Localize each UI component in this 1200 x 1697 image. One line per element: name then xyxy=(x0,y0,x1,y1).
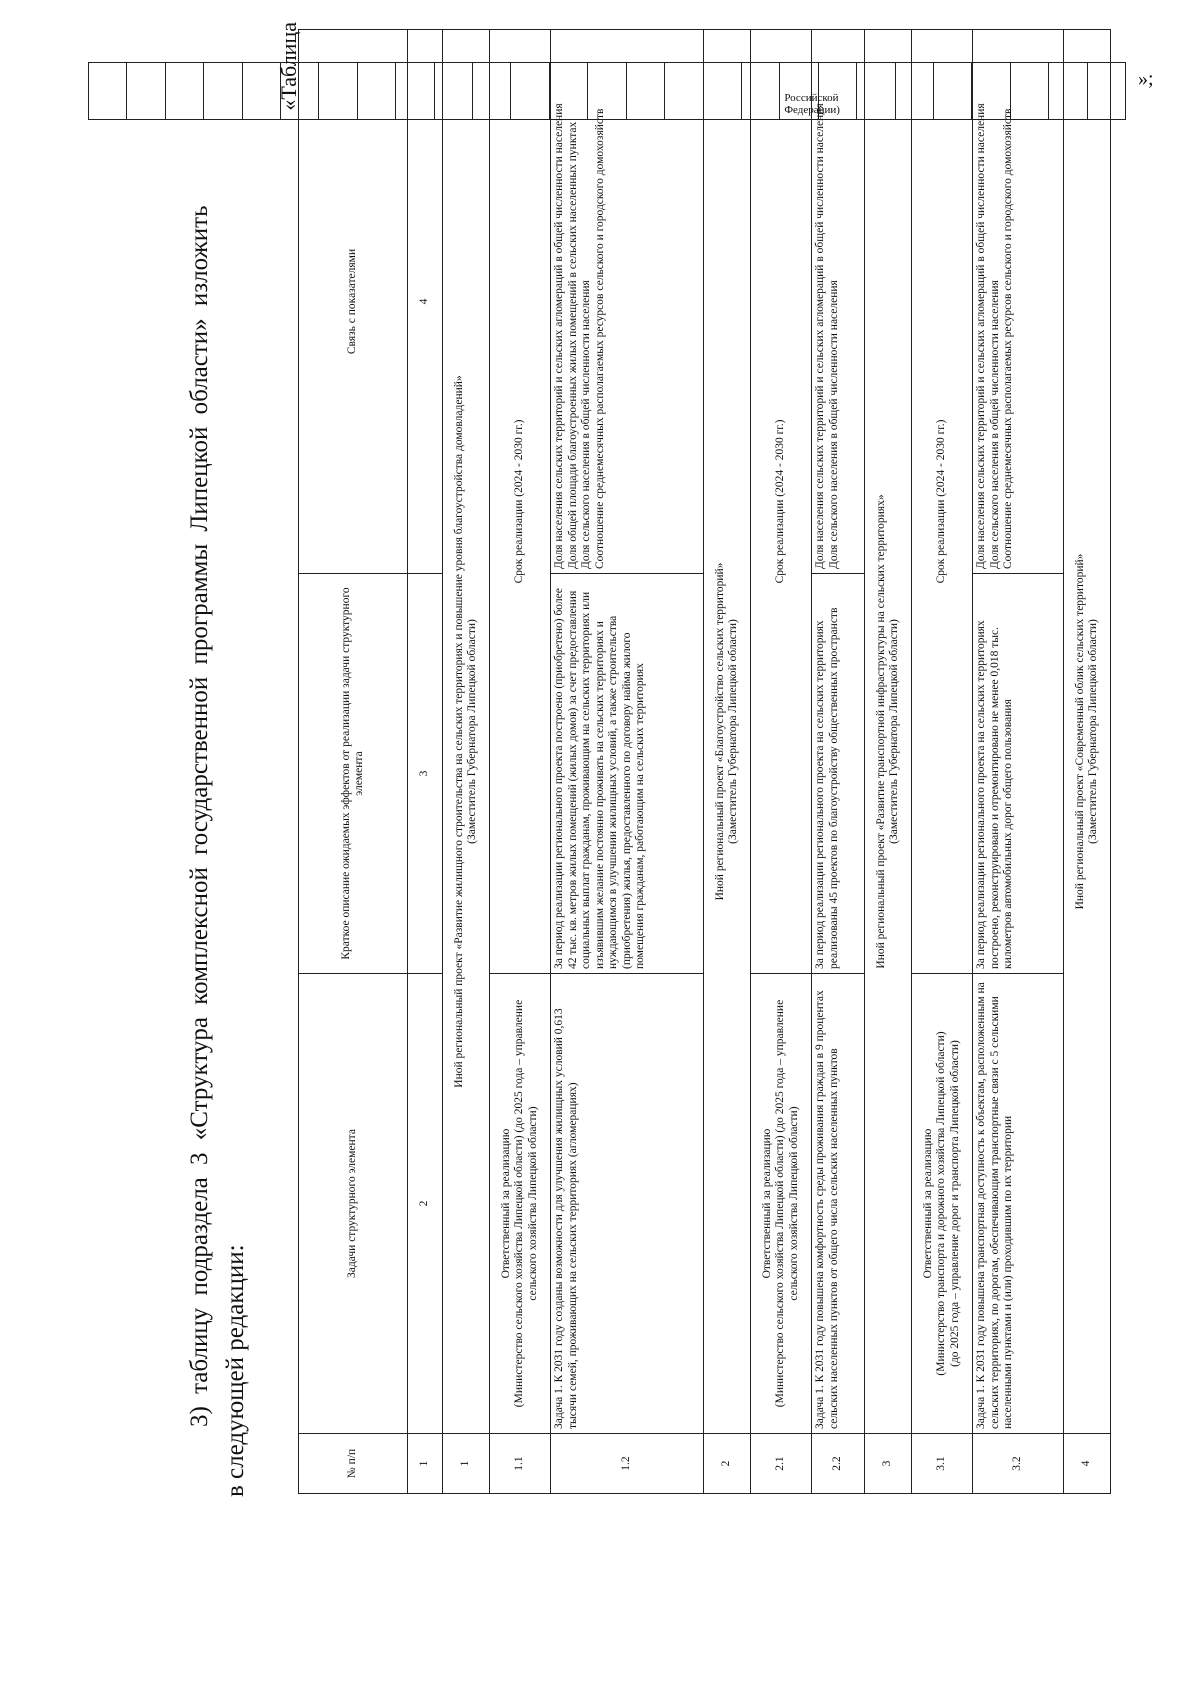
project-title: Иной региональный проект «Развитие жилищного строительства на сельских территориях и повышение уровня благоустройства домовладений» (Заместитель Губернатора Липецкой области) xyxy=(443,30,490,1434)
responsible-text: Ответственный за реализацию (Министерство сельского хозяйства Липецкой области) (до 2025 года – управление сельского хозяйства Липецкой области) xyxy=(490,974,551,1434)
task-row xyxy=(973,30,1064,1494)
index-cell: 4 xyxy=(408,30,443,574)
project-title: Иной региональный проект «Благоустройство сельских территорий» (Заместитель Губернатора Липецкой области) xyxy=(704,30,751,1434)
effect-text: За период реализации регионального проекта на сельских территориях построено, реконструировано и отремонтировано не менее 0,018 тыс. километров автомобильных дорог общего пользования xyxy=(973,574,1064,974)
row-number: 2.2 xyxy=(812,1434,865,1494)
task-row xyxy=(551,30,704,1494)
project-title: Иной региональный проект «Развитие транспортной инфраструктуры на сельских территориях» (Заместитель Губернатора Липецкой области) xyxy=(865,30,912,1434)
header-cell: Краткое описание ожидаемых эффектов от реализации задачи структурного элемента xyxy=(299,574,408,974)
header-cell: Связь с показателями xyxy=(299,30,408,574)
row-number: 2 xyxy=(704,1434,751,1494)
indicators-text: Доля населения сельских территорий и сельских агломераций в общей численности населения Доля общей площади благоустроенных жилых помещений в сельских населенных пунктах Доля сельского населения в общей численности населения Соотношение среднемесячных располагаемых ресурсов сельского и городского домохозяйств xyxy=(551,30,704,574)
intro-line-1: 3) таблицу подраздела 3 «Структура комплексной государственной программы Липецкой области» изложить xyxy=(186,205,213,1427)
effect-text: За период реализации регионального проекта построено (приобретено) более 42 тыс. кв. метров жилых помещений (жилых домов) за счет предоставления социальных выплат гражданам, проживающим на сельских территориях или изъявившим желание постоянно проживать на сельских территориях и нуждающимся в улучшении жилищных условий, а также строительства (приобретения) жилья, предоставленного по договору найма жилого помещения гражданам, работающим на сельских территориях xyxy=(551,574,704,974)
row-number: 1.1 xyxy=(490,1434,551,1494)
row-number: 1.2 xyxy=(551,1434,704,1494)
row-number: 4 xyxy=(1064,1434,1111,1494)
project-row xyxy=(865,30,912,1494)
responsible-row xyxy=(912,30,973,1494)
index-row xyxy=(408,30,443,1494)
federation-text: Российской Федерации) xyxy=(784,92,840,116)
task-text: Задача 1. К 2031 году повышена комфортность среды проживания граждан в 9 процентах сельских населенных пунктов от общего числа сельских населенных пунктов xyxy=(812,974,865,1434)
table-header-row xyxy=(299,30,408,1494)
task-row xyxy=(812,30,865,1494)
term-text: Срок реализации (2024 - 2030 гг.) xyxy=(751,30,812,974)
row-number: 3.2 xyxy=(973,1434,1064,1494)
responsible-row xyxy=(751,30,812,1494)
project-title: Иной региональный проект «Современный облик сельских территорий» (Заместитель Губернатора Липецкой области) xyxy=(1064,30,1111,1434)
table-caption: «Таблица xyxy=(276,22,301,111)
task-text: Задача 1. К 2031 году повышена транспортная доступность к объектам, расположенным на сельских территориях, по дорогам, обеспечивающим транспортные связи с 5 сельскими населенными пунктами и (или) проходившим по их территории xyxy=(973,974,1064,1434)
project-row xyxy=(704,30,751,1494)
row-number: 3 xyxy=(865,1434,912,1494)
project-row xyxy=(443,30,490,1494)
row-number: 1 xyxy=(443,1434,490,1494)
index-cell: 2 xyxy=(408,974,443,1434)
structure-table xyxy=(298,29,1111,1494)
row-number: 3.1 xyxy=(912,1434,973,1494)
indicators-text: Доля населения сельских территорий и сельских агломераций в общей численности населения Доля сельского населения в общей численности населения xyxy=(812,30,865,574)
index-cell: 3 xyxy=(408,574,443,974)
project-row xyxy=(1064,30,1111,1494)
header-cell: Задачи структурного элемента xyxy=(299,974,408,1434)
closing-quote: »; xyxy=(1138,68,1154,90)
responsible-row xyxy=(490,30,551,1494)
intro-line-2: в следующей редакции: xyxy=(222,1244,249,1497)
row-number: 2.1 xyxy=(751,1434,812,1494)
task-text: Задача 1. К 2031 году созданы возможности для улучшения жилищных условий 0,613 тысячи семей, проживающих на сельских территориях (агломерациях) xyxy=(551,974,704,1434)
term-text: Срок реализации (2024 - 2030 гг.) xyxy=(912,30,973,974)
responsible-text: Ответственный за реализацию (Министерство сельского хозяйства Липецкой области) (до 2025 года – управление сельского хозяйства Липецкой области) xyxy=(751,974,812,1434)
header-cell: № п/п xyxy=(299,1434,408,1494)
term-text: Срок реализации (2024 - 2030 гг.) xyxy=(490,30,551,974)
indicators-text: Доля населения сельских территорий и сельских агломераций в общей численности населения Доля сельского населения в общей численности населения Соотношение среднемесячных располагаемых ресурсов сельского и городского домохозяйств xyxy=(973,30,1064,574)
effect-text: За период реализации регионального проекта на сельских территориях реализованы 45 проектов по благоустройству общественных пространств xyxy=(812,574,865,974)
index-cell: 1 xyxy=(408,1434,443,1494)
responsible-text: Ответственный за реализацию (Министерство транспорта и дорожного хозяйства Липецкой области) (до 2025 года – управление дорог и транспорта Липецкой области) xyxy=(912,974,973,1434)
